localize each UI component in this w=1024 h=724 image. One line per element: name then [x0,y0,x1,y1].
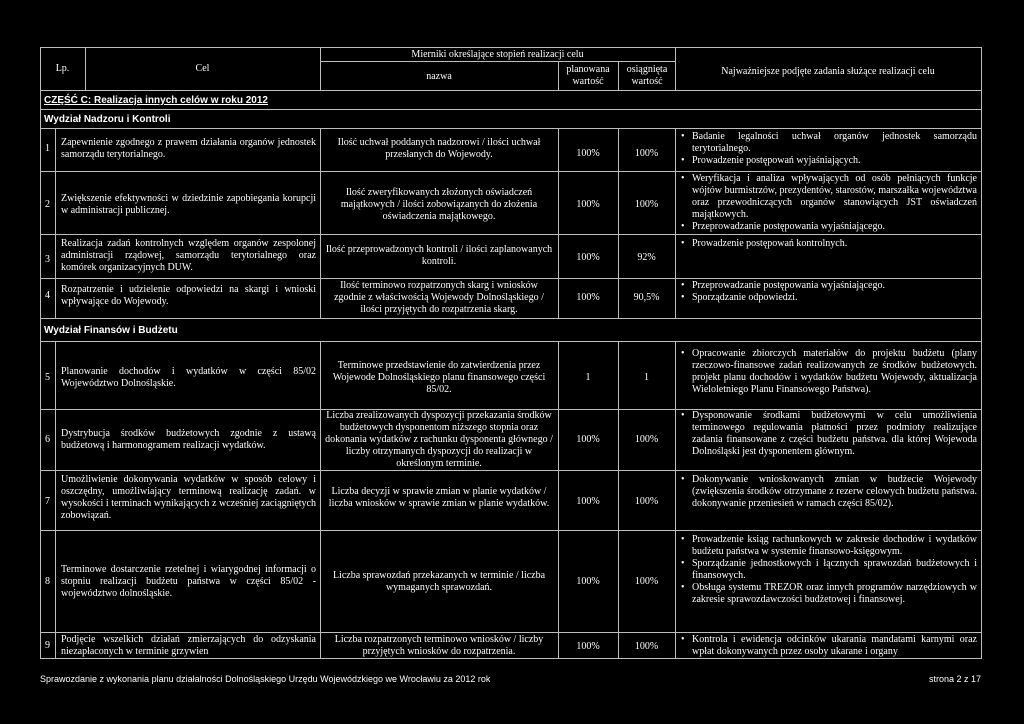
row-planowana: 100% [576,641,600,652]
list-item: • Dysponowanie środkami budżetowymi w celu umożliwienia terminowego regulowania płatności przez podmioty realizujące zadania finansowane z części budżetu państwa. dla której Wojewoda Dolnośląski jest dysponentem głównym. [679,410,977,458]
row-zadania [679,534,977,606]
row-lp: 8 [45,576,50,587]
row-zadania [679,410,977,458]
row-zadania [679,131,977,167]
row-cel: Rozpatrzenie i udzielenie odpowiedzi na skargi i wnioski wpływające do Wojewody. [61,284,316,307]
row-lp: 6 [45,434,50,445]
row-zadania [679,474,977,510]
row-osiagnieta: 92% [637,252,656,263]
list-item: • Badanie legalności uchwał organów jednostek samorządu terytorialnego. [679,131,977,155]
row-nazwa: Liczba zrealizowanych dyspozycji przekazania środków budżetowych dysponentom niższego stopnia oraz dokonania wydatków z rachunku dysponenta głównego / liczby otrzymanych dyspozycji do realizacji w określonym terminie. [325,410,553,469]
header-planowana: planowana wartość [566,64,610,87]
row-cel: Zwiększenie efektywności w dziedzinie zapobiegania korupcji w administracji publicznej. [61,193,316,216]
list-item: • Opracowanie zbiorczych materiałów do projektu budżetu (plany rzeczowo-finansowe zadań realizowanych ze środków budżetowych. projekt planu dochodów i wydatków budżetu Wojewody, aktualizacja Wieloletniego Planu Finansowego Państwa). [679,348,977,396]
row-nazwa: Ilość przeprowadzonych kontroli / ilości zaplanowanych kontroli. [325,244,553,267]
row-planowana: 100% [576,496,600,507]
row-planowana: 100% [576,148,600,159]
row-nazwa: Liczba rozpatrzonych terminowo wniosków / liczby przyjętych wniosków do rozpatrzenia. [334,634,544,657]
part-title: CZĘŚĆ C: Realizacja innych celów w roku 2012 [44,95,268,106]
row-osiagnieta: 100% [634,496,659,507]
row-zadania [679,280,977,304]
row-lp: 5 [45,372,50,383]
row-osiagnieta: 100% [634,641,659,652]
row-planowana: 100% [576,292,600,303]
list-item: • Kontrola i ewidencja odcinków ukarania mandatami karnymi oraz wpłat dokonywanych przez osoby ukarane i organy [679,634,977,658]
row-cel: Realizacja zadań kontrolnych względem organów zespolonej administracji rządowej, samorządu terytorialnego oraz komórek organizacyjnych DUW. [61,238,316,273]
header-zadania: Najważniejsze podjęte zadania służące realizacji celu [721,66,935,77]
row-lp: 4 [45,290,50,301]
row-nazwa: Liczba sprawozdań przekazanych w terminie / liczba wymaganych sprawozdań. [332,570,546,593]
list-item: • Dokonywanie wnioskowanych zmian w budżecie Wojewody (zwiększenia środków otrzymane z rezerw celowych budżetu państwa. dokonywanie przeniesień w ramach części 85/02). [679,474,977,510]
row-zadania [679,634,977,658]
row-nazwa: Ilość uchwał poddanych nadzorowi / ilości uchwał przesłanych do Wojewody. [337,137,541,160]
header-cel: Cel [195,63,210,74]
list-item: • Prowadzenie postępowań kontrolnych. [679,238,977,250]
list-item: • Weryfikacja i analiza wpływających od osób pełniących funkcje wójtów burmistrzów, prezydentów, starostów, marszałka województwa oraz przewodniczących organów stanowiących JST oświadczeń majątkowych. [679,173,977,221]
row-planowana: 1 [585,372,591,383]
list-item: • Przeprowadzanie postępowania wyjaśniającego. [679,221,977,233]
footer-text: Sprawozdanie z wykonania planu działalności Dolnośląskiego Urzędu Wojewódzkiego we Wrocławiu za 2012 rok [40,674,491,684]
list-item: • Obsługa systemu TREZOR oraz innych programów narzędziowych w zakresie sprawozdawczości budżetowej i finansowej. [679,582,977,606]
row-osiagnieta: 100% [634,434,659,445]
row-cel: Dystrybucja środków budżetowych zgodnie z ustawą budżetową i harmonogramem realizacji wydatków. [61,428,316,451]
list-item: • Sporządzanie jednostkowych i łącznych sprawozdań budżetowych i finansowych. [679,558,977,582]
row-lp: 2 [45,199,50,210]
section-title: Wydział Nadzoru i Kontroli [44,114,171,125]
row-planowana: 100% [576,576,600,587]
row-osiagnieta: 100% [634,576,659,587]
list-item: • Prowadzenie postępowań wyjaśniających. [679,155,977,167]
row-osiagnieta: 100% [634,199,659,210]
row-cel: Terminowe dostarczenie rzetelnej i wiarygodnej informacji o stopniu realizacji budżetu państwa w części 85/02 - województwo dolnośląskie. [61,564,316,599]
header-lp: Lp. [55,63,70,74]
row-nazwa: Ilość terminowo rozpatrzonych skarg i wniosków zgodnie z właściwością Wojewody Dolnośląskiego / ilości przyjętych do rozpatrzenia skarg. [334,280,544,315]
row-zadania [679,348,977,396]
header-osiagnieta: osiągnięta wartość [626,64,668,87]
row-planowana: 100% [576,199,600,210]
list-item: • Sporządzanie odpowiedzi. [679,292,977,304]
row-planowana: 100% [576,252,600,263]
row-cel: Planowanie dochodów i wydatków w części 85/02 Województwo Dolnośląskie. [61,366,316,389]
row-planowana: 100% [576,434,600,445]
row-lp: 3 [45,254,50,265]
row-osiagnieta: 90,5% [633,292,660,303]
list-item: • Prowadzenie ksiąg rachunkowych w zakresie dochodów i wydatków budżetu państwa w systemie finansowo-księgowym. [679,534,977,558]
page-number: strona 2 z 17 [928,674,981,684]
row-osiagnieta: 1 [644,372,649,383]
section-title: Wydział Finansów i Budżetu [44,325,178,336]
row-lp: 7 [45,496,50,507]
row-osiagnieta: 100% [634,148,659,159]
row-zadania [679,173,977,233]
row-nazwa: Ilość zweryfikowanych złożonych oświadczeń majątkowych / ilości zobowiązanych do złożenia oświadczenia majątkowego. [340,187,538,222]
row-cel: Podjęcie wszelkich działań zmierzających do odzyskania niezapłaconych w terminie grzywien [61,634,316,657]
row-lp: 9 [45,640,50,651]
row-cel: Umożliwienie dokonywania wydatków w sposób celowy i oszczędny, umożliwiający terminową realizację zadań. w wysokości i terminach wynikających z wcześniej zaciągniętych zobowiązań. [61,474,316,521]
header-mierniki: Mierniki określające stopień realizacji celu [411,49,584,60]
row-nazwa: Terminowe przedstawienie do zatwierdzenia przez Wojewode Dolnośląskiego planu finansowego części 85/02. [332,360,546,395]
row-lp: 1 [45,143,50,154]
list-item: • Przeprowadzanie postępowania wyjaśniającego. [679,280,977,292]
row-cel: Zapewnienie zgodnego z prawem działania organów jednostek samorządu terytorialnego. [61,137,316,160]
row-zadania [679,238,977,250]
header-nazwa: nazwa [426,71,452,82]
row-nazwa: Liczba decyzji w sprawie zmian w planie wydatków / liczba wniosków w sprawie zmian w planie wydatków. [328,486,550,509]
